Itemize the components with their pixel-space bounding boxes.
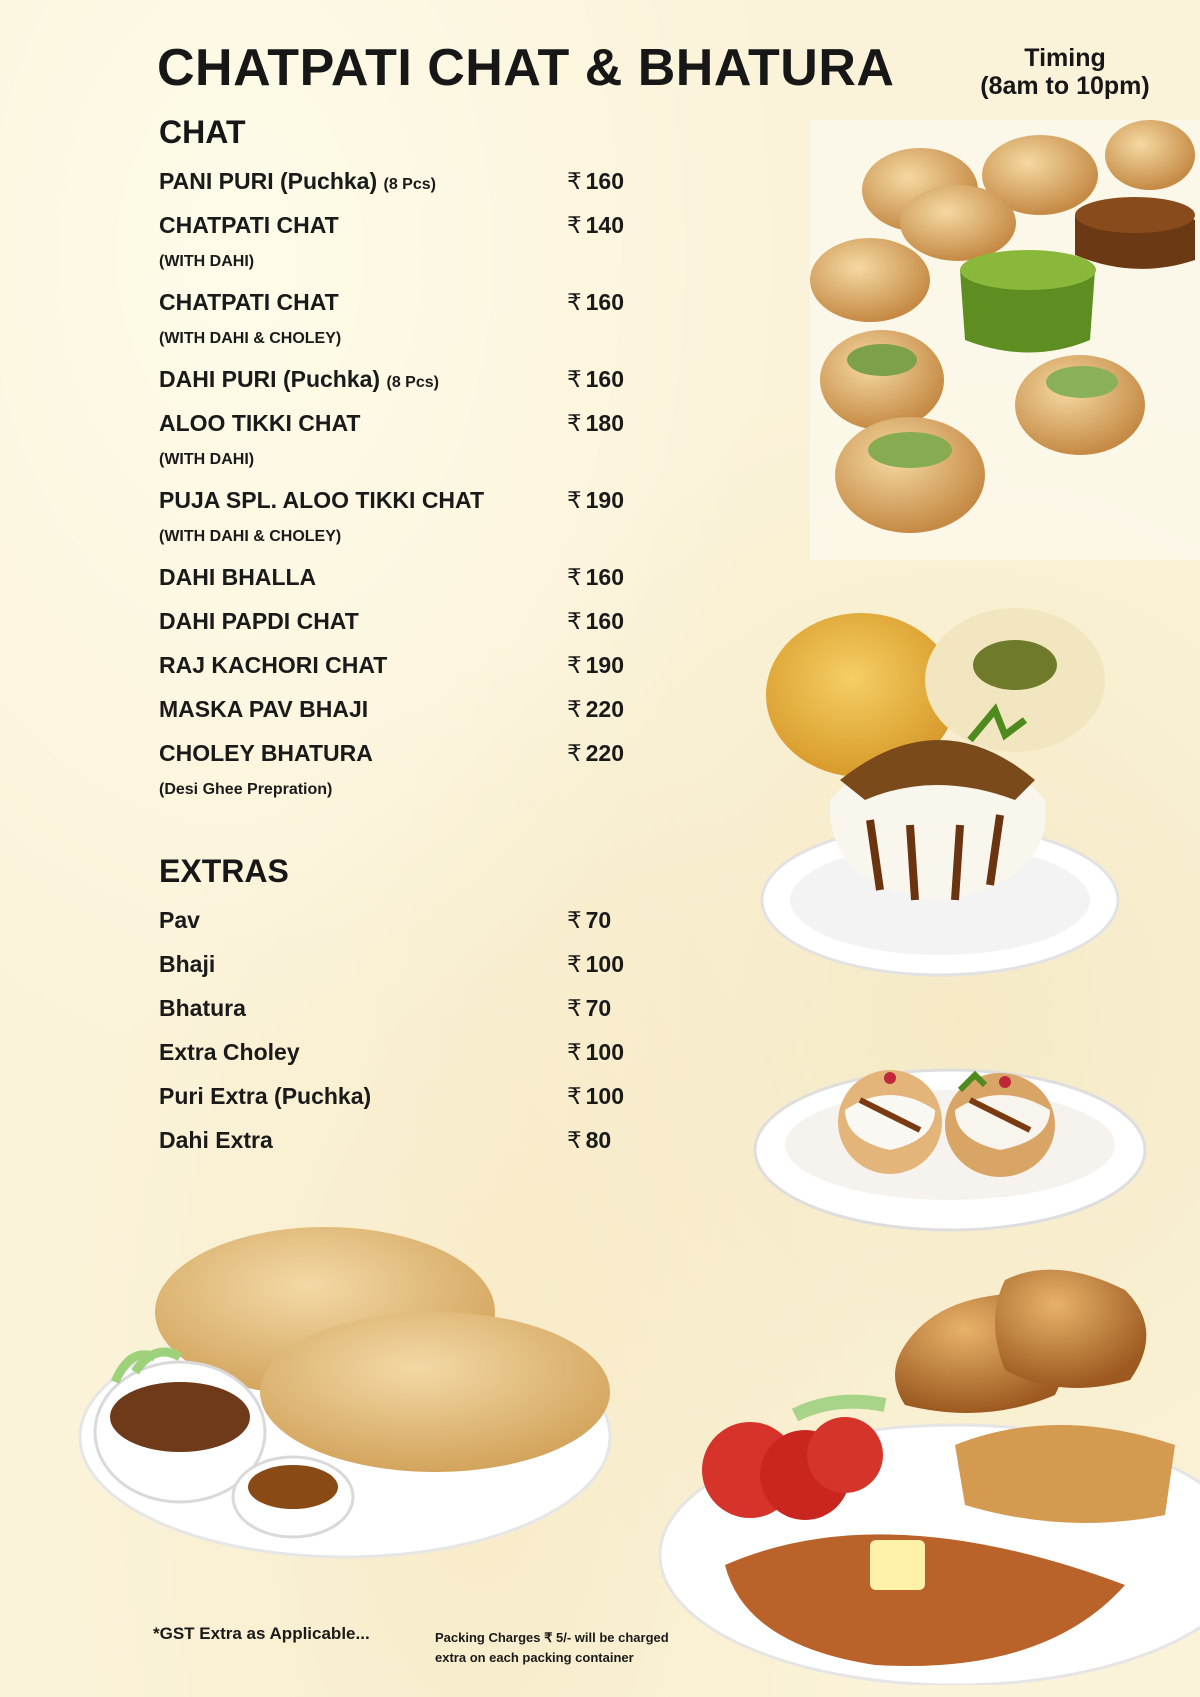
item-name: CHATPATI CHAT: [159, 212, 339, 238]
item-price: 220: [585, 740, 625, 766]
dahi-puri-image: [750, 1040, 1150, 1240]
rupee-icon: ₹: [567, 907, 582, 933]
rupee-icon: ₹: [567, 740, 582, 766]
item-price: 160: [585, 289, 625, 315]
menu-item-chatpati-chat-dahi-choley: [159, 289, 659, 333]
item-price: 160: [585, 168, 625, 194]
packing-note-line2: extra on each packing container: [435, 1650, 634, 1665]
rupee-icon: ₹: [567, 289, 582, 315]
raj-kachori-image: [760, 600, 1140, 990]
item-name: Puri Extra (Puchka): [159, 1083, 372, 1109]
item-price: 100: [585, 1083, 625, 1109]
menu-item-puja-spl-aloo-tikki: [159, 487, 659, 531]
item-note: (8 Pcs): [383, 176, 436, 193]
pav-bhaji-image: [655, 1265, 1200, 1685]
rupee-icon: ₹: [567, 608, 582, 634]
extra-item-pav: [159, 907, 659, 951]
item-name: DAHI PURI (Puchka): [159, 366, 381, 392]
item-price: 190: [585, 487, 625, 513]
item-name: Dahi Extra: [159, 1127, 273, 1153]
pani-puri-image: [810, 120, 1200, 560]
menu-item-maska-pav-bhaji: [159, 696, 659, 740]
timing-label: Timing: [1024, 44, 1106, 72]
item-note: (8 Pcs): [386, 374, 439, 391]
item-subtitle: (WITH DAHI & CHOLEY): [159, 528, 342, 545]
item-price: 70: [585, 907, 612, 933]
item-price: 160: [585, 564, 625, 590]
item-subtitle: (WITH DAHI): [159, 253, 255, 270]
item-price: 160: [585, 366, 625, 392]
rupee-icon: ₹: [567, 564, 582, 590]
menu-item-chatpati-chat-dahi: [159, 212, 659, 256]
item-price: 220: [585, 696, 625, 722]
extra-item-bhatura: [159, 995, 659, 1039]
rupee-icon: ₹: [567, 1039, 582, 1065]
menu-item-pani-puri: [159, 168, 659, 212]
item-name: PANI PURI (Puchka): [159, 168, 378, 194]
rupee-icon: ₹: [567, 366, 582, 392]
item-name: CHATPATI CHAT: [159, 289, 339, 315]
timing-block: [970, 44, 1160, 100]
extra-item-bhaji: [159, 951, 659, 995]
rupee-icon: ₹: [567, 212, 582, 238]
item-price: 160: [585, 608, 625, 634]
item-price: 70: [585, 995, 612, 1021]
item-price: 100: [585, 1039, 625, 1065]
rupee-icon: ₹: [567, 410, 582, 436]
menu-item-dahi-papdi-chat: [159, 608, 659, 652]
gst-note: *GST Extra as Applicable...: [153, 1624, 370, 1643]
item-name: DAHI PAPDI CHAT: [159, 608, 359, 634]
menu-item-dahi-bhalla: [159, 564, 659, 608]
menu-item-dahi-puri: [159, 366, 659, 410]
item-subtitle: (WITH DAHI): [159, 451, 255, 468]
rupee-icon: ₹: [567, 696, 582, 722]
rupee-icon: ₹: [567, 1083, 582, 1109]
item-name: Bhaji: [159, 951, 216, 977]
item-name: Bhatura: [159, 995, 246, 1021]
rupee-icon: ₹: [567, 951, 582, 977]
rupee-icon: ₹: [567, 487, 582, 513]
timing-hours: (8am to 10pm): [980, 72, 1150, 100]
menu-item-raj-kachori-chat: [159, 652, 659, 696]
item-name: DAHI BHALLA: [159, 564, 317, 590]
rupee-icon: ₹: [567, 168, 582, 194]
item-name: Extra Choley: [159, 1039, 300, 1065]
item-price: 180: [585, 410, 625, 436]
rupee-icon: ₹: [567, 652, 582, 678]
menu-item-choley-bhatura: [159, 740, 659, 784]
item-name: RAJ KACHORI CHAT: [159, 652, 388, 678]
item-price: 100: [585, 951, 625, 977]
item-price: 80: [585, 1127, 612, 1153]
page-title: CHATPATI CHAT & BHATURA: [157, 39, 895, 97]
extras-section-heading: EXTRAS: [159, 853, 289, 889]
choley-bhatura-image: [75, 1222, 615, 1562]
extra-item-extra-choley: [159, 1039, 659, 1083]
item-name: CHOLEY BHATURA: [159, 740, 373, 766]
packing-note: [435, 1628, 735, 1668]
item-subtitle: (Desi Ghee Prepration): [159, 781, 333, 798]
rupee-icon: ₹: [567, 995, 582, 1021]
item-name: PUJA SPL. ALOO TIKKI CHAT: [159, 487, 484, 513]
item-price: 190: [585, 652, 625, 678]
item-name: ALOO TIKKI CHAT: [159, 410, 361, 436]
menu-item-aloo-tikki-chat: [159, 410, 659, 454]
packing-note-line1: Packing Charges ₹ 5/- will be charged: [435, 1630, 669, 1645]
extra-item-puri-extra: [159, 1083, 659, 1127]
item-name: MASKA PAV BHAJI: [159, 696, 369, 722]
item-subtitle: (WITH DAHI & CHOLEY): [159, 330, 342, 347]
rupee-icon: ₹: [567, 1127, 582, 1153]
item-price: 140: [585, 212, 625, 238]
extra-item-dahi-extra: [159, 1127, 659, 1171]
item-name: Pav: [159, 907, 200, 933]
chat-section-heading: CHAT: [159, 114, 246, 150]
